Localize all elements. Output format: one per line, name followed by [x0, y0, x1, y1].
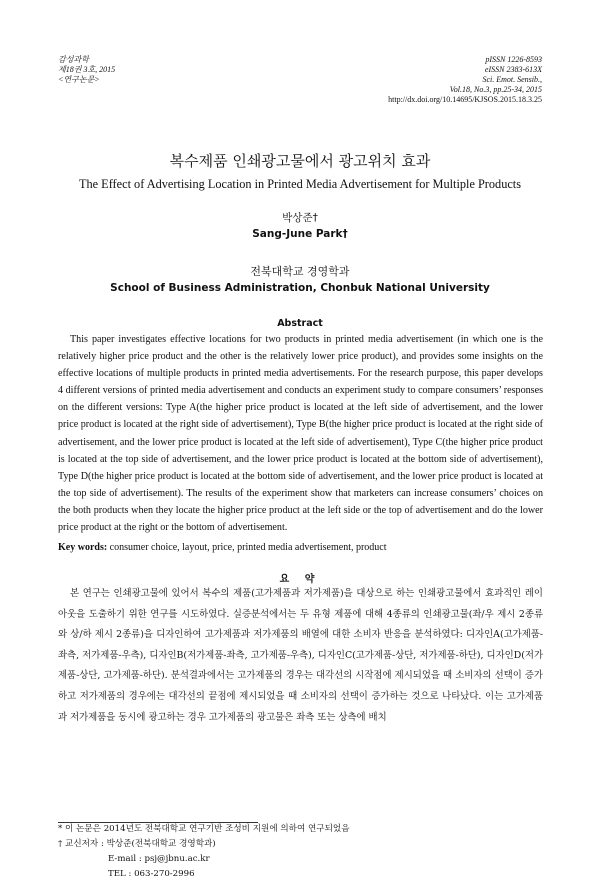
footnote-tel: TEL : 063-270-2996	[108, 869, 195, 879]
title-english: The Effect of Advertising Location in Printed Media Advertisement for Multiple Products	[78, 177, 522, 191]
eissn: eISSN 2383-613X	[484, 65, 542, 74]
author-korean: 박상준†	[282, 212, 318, 224]
author-english: Sang-June Park†	[252, 228, 348, 240]
article-type-ko: <연구논문>	[58, 75, 100, 84]
footnote-corresponding-author: † 교신저자 : 박상준(전북대학교 경영학과)	[58, 839, 216, 849]
summary-text-ko: 본 연구는 인쇄광고물에 있어서 복수의 제품(고가제품과 저가제품)을 대상으로 하는 인쇄광고물에서 효과적인 레이아웃을 도출하기 위한 연구를 시도하였다. 실증분석에서는 두 유형 제품에 대해 4종류의 인쇄광고물(좌/우 제시 2종류와 상/하 제시 2종류)을 디자인하여 고가제품과 저가제품의 배열에 대한 소비자 반응을 분석하였다: 디자인A(고가제품-좌측, 저가제품-우측), 디자인B(저가제품-좌측, 고가제품-우측), 디자인C(고가제품-상단, 저가제품-하단), 디자인D(저가제품-상단, 고가제품-하단). 분석결과에서는 고가제품의 경우는 대각선의 시작점에 제시되었을 때 소비자의 선택이 증가하고 저가제품의 경우에는 대각선의 끝점에 제시되었을 때 소비자의 선택이 증가하는 것으로 나타났다. 이는 고가제품과 저가제품을 동시에 광고하는 경우 고가제품의 광고물은 좌측 또는 상측에 배치	[58, 588, 543, 723]
journal-header-left	[58, 55, 115, 85]
keywords	[58, 542, 543, 553]
affiliation-english: School of Business Administration, Chonbuk National University	[110, 282, 490, 294]
keywords-label: Key words:	[58, 542, 108, 553]
title-korean: 복수제품 인쇄광고물에서 광고위치 효과	[169, 152, 431, 170]
summary-body-ko	[58, 584, 543, 728]
footnote-funding: * 이 논문은 2014년도 전북대학교 연구기반 조성비 지원에 의하여 연구되었음	[58, 824, 350, 834]
abstract-heading: Abstract	[277, 318, 323, 329]
keywords-list: consumer choice, layout, price, printed media advertisement, product	[109, 542, 387, 553]
footnotes	[58, 822, 543, 882]
journal-volume-en: Vol.18, No.3, pp.25-34, 2015	[449, 85, 542, 94]
footnote-email: E-mail : psj@jbnu.ac.kr	[108, 854, 210, 864]
abstract-body	[58, 331, 543, 536]
pissn: pISSN 1226-8593	[485, 55, 542, 64]
journal-volume-ko: 제18권 3호, 2015	[58, 65, 116, 74]
doi-link[interactable]: http://dx.doi.org/10.14695/KJSOS.2015.18.3.25	[388, 95, 542, 104]
journal-name-ko: 감성과학	[58, 55, 89, 64]
journal-header-right	[388, 55, 542, 105]
summary-heading-ko: 요 약	[279, 574, 321, 585]
affiliation-korean: 전북대학교 경영학과	[250, 265, 350, 278]
journal-name-en: Sci. Emot. Sensib.,	[482, 75, 542, 84]
abstract-text: This paper investigates effective locations for two products in printed media advertisement (in which one is the relatively higher price product and the other is the relatively lower price product), and provides some insights on the effective locations of multiple products in printed media advertisements. For the research purpose, this paper develops 4 different versions of printed media advertisement and conducts an experiment study to compare consumers’ responses on the different versions: Type A(the higher price product is located at the left side of advertisement, and the lower price product is located at the right side of advertisement), Type B(the higher price product is located at the right side of advertisement, and the lower price product is located at the left side of advertisement), Type C(the higher price product is located at the top side of advertisement, and the lower price product is located at the bottom side of advertisement), Type D(the higher price product is located at the bottom side of advertisement, and the lower price product is located at the top side of advertisement). The results of the experiment show that marketers can increase consumers’ choices on the both products when they locate the higher price product at the left side or the top of advertisement and do the lower price product at the right or the bottom of advertisement.	[58, 334, 543, 534]
